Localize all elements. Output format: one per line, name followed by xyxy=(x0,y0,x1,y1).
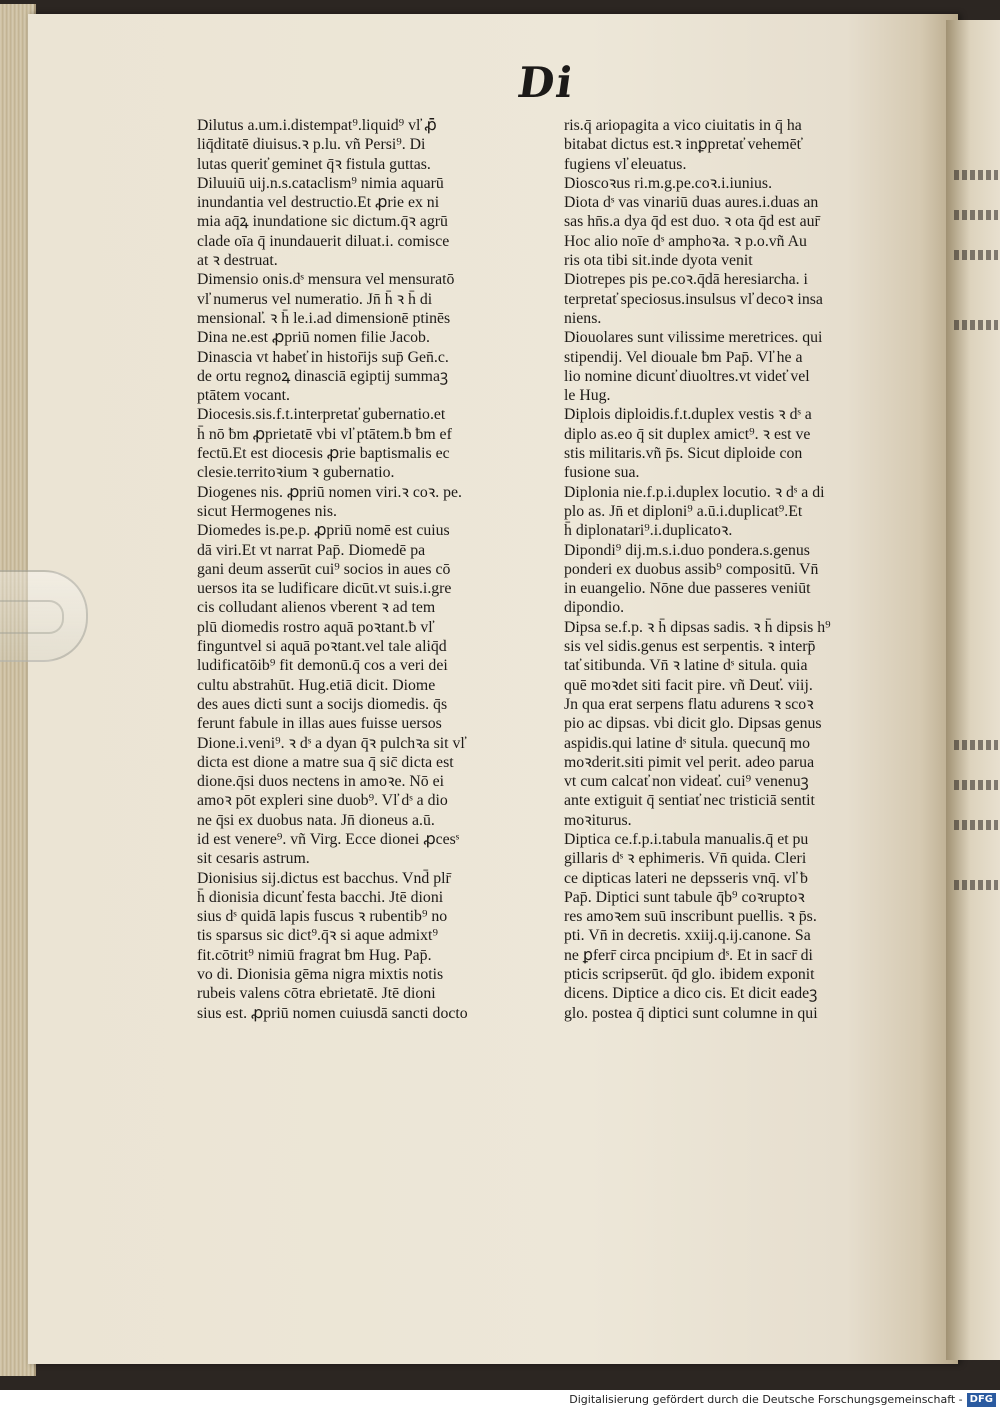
text-line: finguntvel si aquā poꝛtant.vel tale aliq̄d xyxy=(197,638,447,656)
text-line: pticis scripserūt. q̄d glo. ibidem exponit xyxy=(564,966,815,984)
text-line: le Hug. xyxy=(564,387,611,405)
text-line: Diotrepes pis pe.coꝛ.q̄dā heresiarcha. i xyxy=(564,271,808,289)
text-line: uersos ita se ludificare dicūt.vt suis.i.gre xyxy=(197,580,452,598)
text-line: dione.q̄si duos nectens in amoꝛe. Nō ei xyxy=(197,773,445,791)
text-line: ne q̄si ex duobus nata. Jn̄ dioneus a.ū. xyxy=(197,811,435,829)
text-line: plo as. Jn̄ et diploni⁹ a.ū.i.duplicat⁹.Et xyxy=(564,502,803,520)
text-line: fugiens vl̕ eleuatus. xyxy=(564,155,687,173)
text-line: h̄ nō ƀm ꝓprietatē vbi vl̕ ptātem.ƀ ƀm ef xyxy=(197,425,452,443)
text-line: sis vel sidis.genus est serpentis. ꝛ interp̄ xyxy=(564,638,816,656)
text-line: inundantia vel destructio.Et ꝓrie ex ni xyxy=(197,194,440,212)
text-line: Hoc alio noīe dˢ amphoꝛa. ꝛ p.o.vñ Au xyxy=(564,232,807,250)
text-line: cis colludant alienos vberent ꝛ ad tem xyxy=(197,599,436,617)
text-line: Diplonia nie.f.p.i.duplex locutio. ꝛ dˢ a di xyxy=(564,483,825,501)
text-line: diplo as.eo q̄ sit duplex amict⁹. ꝛ est ve xyxy=(564,425,811,443)
text-line: mia aq̄ꝝ inundatione sic dictum.q̄ꝛ agrū xyxy=(197,213,448,231)
left-text-column xyxy=(197,116,567,1023)
text-line: des aues dicti sunt a socijs diomedis. q̄s xyxy=(197,695,448,713)
text-line: vl̕ numerus vel numeratio. Jn̄ h̄ ꝛ h̄ di xyxy=(197,290,433,308)
text-line: ferunt fabule in illas aues fuisse uersos xyxy=(197,715,442,733)
dfg-logo: DFG xyxy=(967,1393,996,1407)
text-line: sicut Hermogenes nis. xyxy=(197,502,337,520)
text-line: at ꝛ destruat. xyxy=(197,252,278,270)
text-line: Dione.i.veni⁹. ꝛ dˢ a dyan q̄ꝛ pulchꝛa sit vl̕ xyxy=(197,734,465,752)
text-line: id est venere⁹. vñ Virg. Ecce dionei ꝓcesˢ xyxy=(197,830,460,848)
text-line: de ortu regnoꝝ dinasciā egiptij summaꝫ xyxy=(197,367,449,385)
text-line: ludificatōib⁹ fit demonū.q̄ cos a veri dei xyxy=(197,657,448,675)
text-line: sius est. ꝓpriū nomen cuiusdā sancti docto xyxy=(197,1004,468,1022)
text-line: res amoꝛem suū inscribunt puellis. ꝛ p̄s. xyxy=(564,908,817,926)
text-line: sit cesaris astrum. xyxy=(197,850,310,868)
text-line: fusione sua. xyxy=(564,464,640,482)
text-line: amoꝛ pōt expleri sine duob⁹. Vl̕ dˢ a dio xyxy=(197,792,448,810)
text-line: dicta est dione a matre sua q̄ sic̄ dicta est xyxy=(197,753,454,771)
text-line: Jn qua erat serpens flatu adurens ꝛ scoꝛ xyxy=(564,695,814,713)
text-line: tat̕ sitibunda. Vn̄ ꝛ latine dˢ situla. quia xyxy=(564,657,808,675)
text-line: lutas querit̕ geminet q̄ꝛ fistula guttas. xyxy=(197,155,431,173)
digitization-footer xyxy=(0,1390,1000,1410)
text-line: in euangelio. Nōne due passeres veniūt xyxy=(564,580,811,598)
text-line: h̄ dionisia dicunt̕ festa bacchi. Jtē dioni xyxy=(197,888,444,906)
text-line: Dina ne.est ꝓpriū nomen filie Jacob. xyxy=(197,329,430,347)
text-line: gani deum asserūt cui⁹ socios in aues cō xyxy=(197,560,451,578)
facing-page-gutter xyxy=(946,20,1000,1360)
text-line: niens. xyxy=(564,309,602,327)
right-text-column xyxy=(564,116,934,1023)
text-line: Dinascia vt habet̕ in histor̄ijs sup̄ Gen̄.c. xyxy=(197,348,449,366)
text-line: Dimensio onis.dˢ mensura vel mensuratō xyxy=(197,271,455,289)
text-line: dicens. Diptice a dico cis. Et dicit eadeꝫ xyxy=(564,985,818,1003)
text-line: terpretat̕ speciosus.insulsus vl̕ decoꝛ insa xyxy=(564,290,823,308)
text-line: bitabat dictus est.ꝛ inꝑpretat̕ vehemēt̕ xyxy=(564,136,801,154)
text-line: Diouolares sunt vilissime meretrices. qui xyxy=(564,329,823,347)
text-line: ce dipticas lateri ne depsseris vnq̄. vl̕ ƀ xyxy=(564,869,808,887)
text-line: sas hn̄s.a dya q̄d est duo. ꝛ ota q̄d est aur̄ xyxy=(564,213,820,231)
funding-credit: Digitalisierung gefördert durch die Deutsche Forschungsgemeinschaft - xyxy=(569,1393,963,1406)
text-line: pio ac dipsas. vbi dicit glo. Dipsas genus xyxy=(564,715,822,733)
text-line: clade oīa q̄ inundauerit diluat.i. comisce xyxy=(197,232,450,250)
text-line: glo. postea q̄ diptici sunt columne in qui xyxy=(564,1004,818,1022)
text-line: vo di. Dionisia gēma nigra mixtis notis xyxy=(197,966,444,984)
text-line: moꝛiturus. xyxy=(564,811,632,829)
text-line: sius dˢ quidā lapis fuscus ꝛ rubentib⁹ no xyxy=(197,908,448,926)
text-line: vt cum calcat̕ non videat̕. cui⁹ venenuꝫ xyxy=(564,773,809,791)
text-line: stis militaris.vñ p̄s. Sicut diploide con xyxy=(564,445,803,463)
text-line: Diptica ce.f.p.i.tabula manualis.q̄ et pu xyxy=(564,830,809,848)
text-line: fectū.Et est diocesis ꝓrie baptismalis ec xyxy=(197,445,450,463)
text-line: dā viri.Et vt narrat Pap̄. Diomedē pa xyxy=(197,541,426,559)
text-line: Diluuiū uij.n.s.cataclism⁹ nimia aquarū xyxy=(197,174,444,192)
text-line: Dioscoꝛus ri.m.g.pe.coꝛ.i.iunius. xyxy=(564,174,773,192)
text-line: Pap̄. Diptici sunt tabule q̄b⁹ coꝛruptoꝛ xyxy=(564,888,805,906)
page-clip xyxy=(0,570,88,662)
text-line: Diota dˢ vas vinariū duas aures.i.duas an xyxy=(564,194,819,212)
text-line: ris ota tibi sit.inde dyota venit xyxy=(564,252,753,270)
running-headword: Di xyxy=(514,58,578,107)
text-line: Diogenes nis. ꝓpriū nomen viri.ꝛ coꝛ. pe. xyxy=(197,483,462,501)
text-line: h̄ diplonatari⁹.i.duplicatoꝛ. xyxy=(564,522,733,540)
text-line: Diocesis.sis.f.t.interpretat̕ gubernatio.et xyxy=(197,406,446,424)
text-line: lio nomine dicunt̕ diuoltres.vt videt̕ vel xyxy=(564,367,810,385)
text-line: gillaris dˢ ꝛ ephimeris. Vn̄ quida. Cleri xyxy=(564,850,807,868)
text-line: Diomedes is.pe.p. ꝓpriū nomē est cuius xyxy=(197,522,450,540)
text-line: plū diomedis rostro aquā poꝛtant.ƀ vl̕ xyxy=(197,618,433,636)
text-line: liq̄ditatē diuisus.ꝛ p.lu. vñ Persi⁹. Di xyxy=(197,136,426,154)
text-line: fit.cōtrit⁹ nimiū fragrat ƀm Hug. Pap̄. xyxy=(197,946,432,964)
text-line: mensional̕. ꝛ h̄ le.i.ad dimensionē ptinēs xyxy=(197,309,451,327)
text-line: dipondio. xyxy=(564,599,625,617)
text-line: ris.q̄ ariopagita a vico ciuitatis in q̄ ha xyxy=(564,117,802,134)
text-line: pti. Vn̄ in decretis. xxiij.q.ij.canone. Sa xyxy=(564,927,811,945)
text-line: rubeis valens cōtra ebrietatē. Jtē dioni xyxy=(197,985,436,1003)
text-line: cultu abstrahūt. Hug.etiā dicit. Diome xyxy=(197,676,436,694)
text-line: Dipsa se.f.p. ꝛ h̄ dipsas sadis. ꝛ h̄ dipsis h⁹ xyxy=(564,618,831,636)
text-line: ponderi ex duobus assib⁹ compositū. Vn̄ xyxy=(564,560,819,578)
text-line: clesie.territoꝛium ꝛ gubernatio. xyxy=(197,464,395,482)
text-line: Dionisius sij.dictus est bacchus. Vnd̄ plr̄ xyxy=(197,869,451,887)
text-line: moꝛderit.siti pimit vel perit. adeo parua xyxy=(564,753,815,771)
text-line: stipendij. Vel diouale ƀm Pap̄. Vl̕ he a xyxy=(564,348,803,366)
text-line: Diplois diploidis.f.t.duplex vestis ꝛ dˢ a xyxy=(564,406,812,424)
text-line: Dipondi⁹ dij.m.s.i.duo pondera.s.genus xyxy=(564,541,810,559)
text-line: Dilutus a.um.i.distempat⁹.liquid⁹ vl̕ ꝓ̄ xyxy=(197,117,437,134)
text-line: quē moꝛdet siti facit pire. vñ Deut̕. viij. xyxy=(564,676,813,694)
text-line: ne ꝑferr̄ circa pncipium dˢ. Et in sacr̄ di xyxy=(564,946,813,964)
text-line: ptātem vocant. xyxy=(197,387,290,405)
text-line: aspidis.qui latine dˢ situla. quecunq̄ mo xyxy=(564,734,810,752)
text-line: ante extiguit q̄ sentiat̕ nec tristiciā sentit xyxy=(564,792,815,810)
text-line: tis sparsus sic dict⁹.q̄ꝛ si aque admixt⁹ xyxy=(197,927,438,945)
